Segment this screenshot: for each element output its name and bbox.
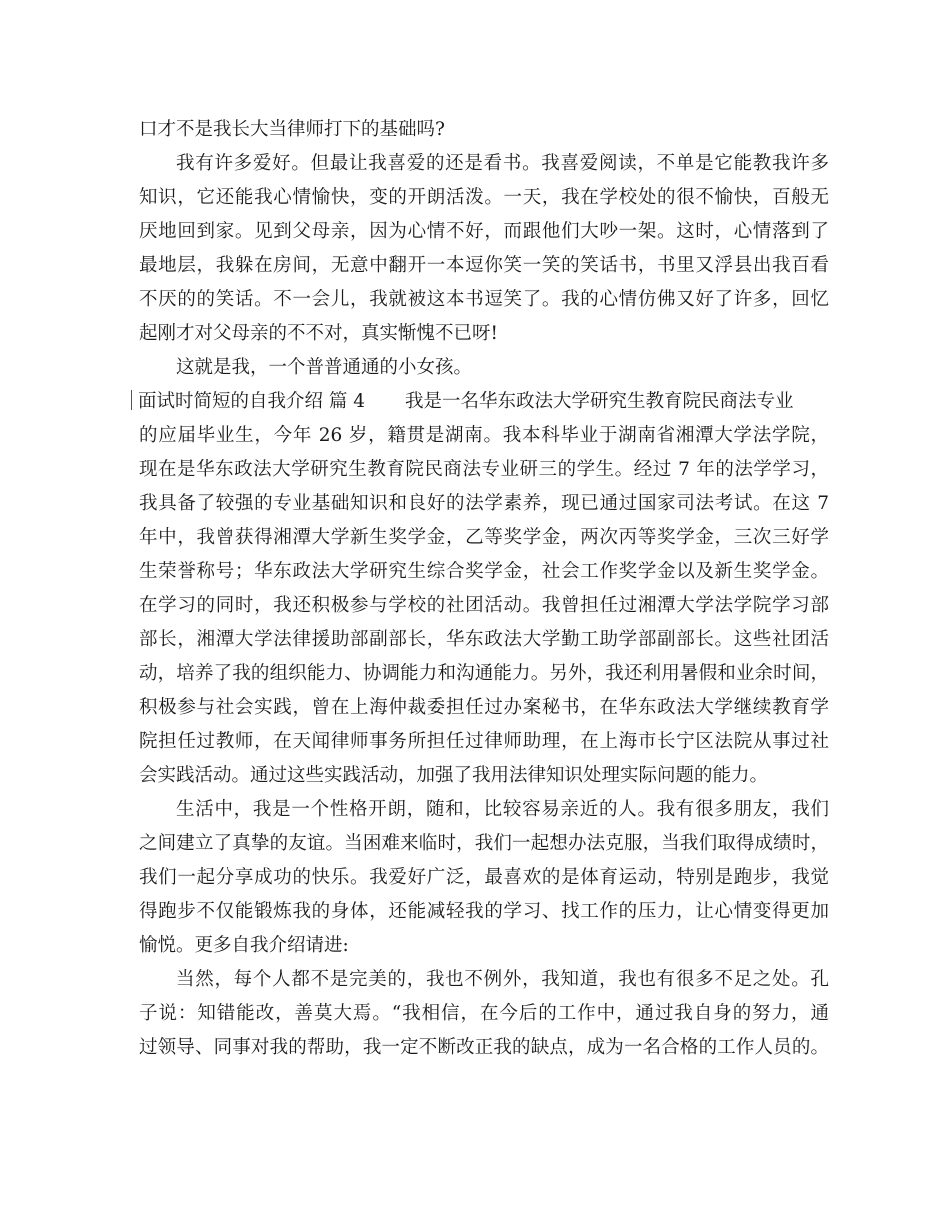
- text-line: 我具备了较强的专业基础知识和良好的法学素养，现已通过国家司法考试。在这 7: [139, 493, 829, 514]
- section-first-sentence: 我是一名华东政法大学研究生教育院民商法专业: [405, 391, 794, 412]
- section-heading: 面试时简短的自我介绍 篇 4: [138, 391, 366, 412]
- text-line: 愉悦。更多自我介绍请进:: [139, 935, 349, 956]
- paragraph-first-line: 生活中，我是一个性格开朗，随和，比较容易亲近的人。我有很多朋友，我们: [176, 799, 829, 820]
- section-heading-line: [131, 385, 829, 418]
- text-line: 之间建立了真挚的友谊。当困难来临时，我们一起想办法克服，当我们取得成绩时，: [139, 833, 829, 854]
- text-line: 知识，它还能我心情愉快，变的开朗活泼。一天，我在学校处的很不愉快，百般无: [139, 187, 829, 208]
- text-line: 不厌的的笑话。不一会儿，我就被这本书逗笑了。我的心情仿佛又好了许多，回忆: [139, 289, 829, 310]
- paragraph-first-line: 当然，每个人都不是完美的，我也不例外，我知道，我也有很多不足之处。孔: [176, 969, 829, 990]
- text-line: 子说：知错能改，善莫大焉。“我相信，在今后的工作中，通过我自身的努力，通: [139, 1003, 829, 1024]
- text-line: 厌地回到家。见到父母亲，因为心情不好，而跟他们大吵一架。这时，心情落到了: [139, 221, 829, 242]
- text-line: 年中，我曾获得湘潭大学新生奖学金，乙等奖学金，两次丙等奖学金，三次三好学: [139, 527, 829, 548]
- text-line: 部长，湘潭大学法律援助部副部长，华东政法大学勤工助学部副部长。这些社团活: [139, 629, 829, 650]
- paragraph-first-line: 我有许多爱好。但最让我喜爱的还是看书。我喜爱阅读，不单是它能教我许多: [176, 153, 829, 174]
- text-line: 院担任过教师，在天闻律师事务所担任过律师助理，在上海市长宁区法院从事过社: [139, 731, 829, 752]
- text-line: 会实践活动。通过这些实践活动，加强了我用法律知识处理实际问题的能力。: [139, 765, 769, 786]
- text-line: 口才不是我长大当律师打下的基础吗?: [139, 119, 445, 140]
- text-line: 过领导、同事对我的帮助，我一定不断改正我的缺点，成为一名合格的工作人员的。: [139, 1037, 829, 1058]
- text-line: 起刚才对父母亲的不不对，真实惭愧不已呀!: [139, 323, 498, 344]
- text-line: 我们一起分享成功的快乐。我爱好广泛，最喜欢的是体育运动，特别是跑步，我觉: [139, 867, 829, 888]
- paragraph-first-line: 这就是我，一个普普通通的小女孩。: [176, 357, 473, 378]
- text-cursor-mark: [131, 390, 132, 410]
- text-line: 积极参与社会实践，曾在上海仲裁委担任过办案秘书，在华东政法大学继续教育学: [139, 697, 829, 718]
- text-line: 得跑步不仅能锻炼我的身体，还能减轻我的学习、找工作的压力，让心情变得更加: [139, 901, 829, 922]
- text-line: 最地层，我躲在房间，无意中翻开一本逗你笑一笑的笑话书，书里又浮县出我百看: [139, 255, 829, 276]
- text-line: 的应届毕业生，今年 26 岁，籍贯是湖南。我本科毕业于湖南省湘潭大学法学院，: [139, 425, 829, 446]
- text-line: 现在是华东政法大学研究生教育院民商法专业研三的学生。经过 7 年的法学学习，: [139, 459, 829, 480]
- text-line: 动，培养了我的组织能力、协调能力和沟通能力。另外，我还利用暑假和业余时间，: [139, 663, 829, 684]
- text-line: 在学习的同时，我还积极参与学校的社团活动。我曾担任过湘潭大学法学院学习部: [139, 595, 829, 616]
- text-line: 生荣誉称号；华东政法大学研究生综合奖学金，社会工作奖学金以及新生奖学金。: [139, 561, 829, 582]
